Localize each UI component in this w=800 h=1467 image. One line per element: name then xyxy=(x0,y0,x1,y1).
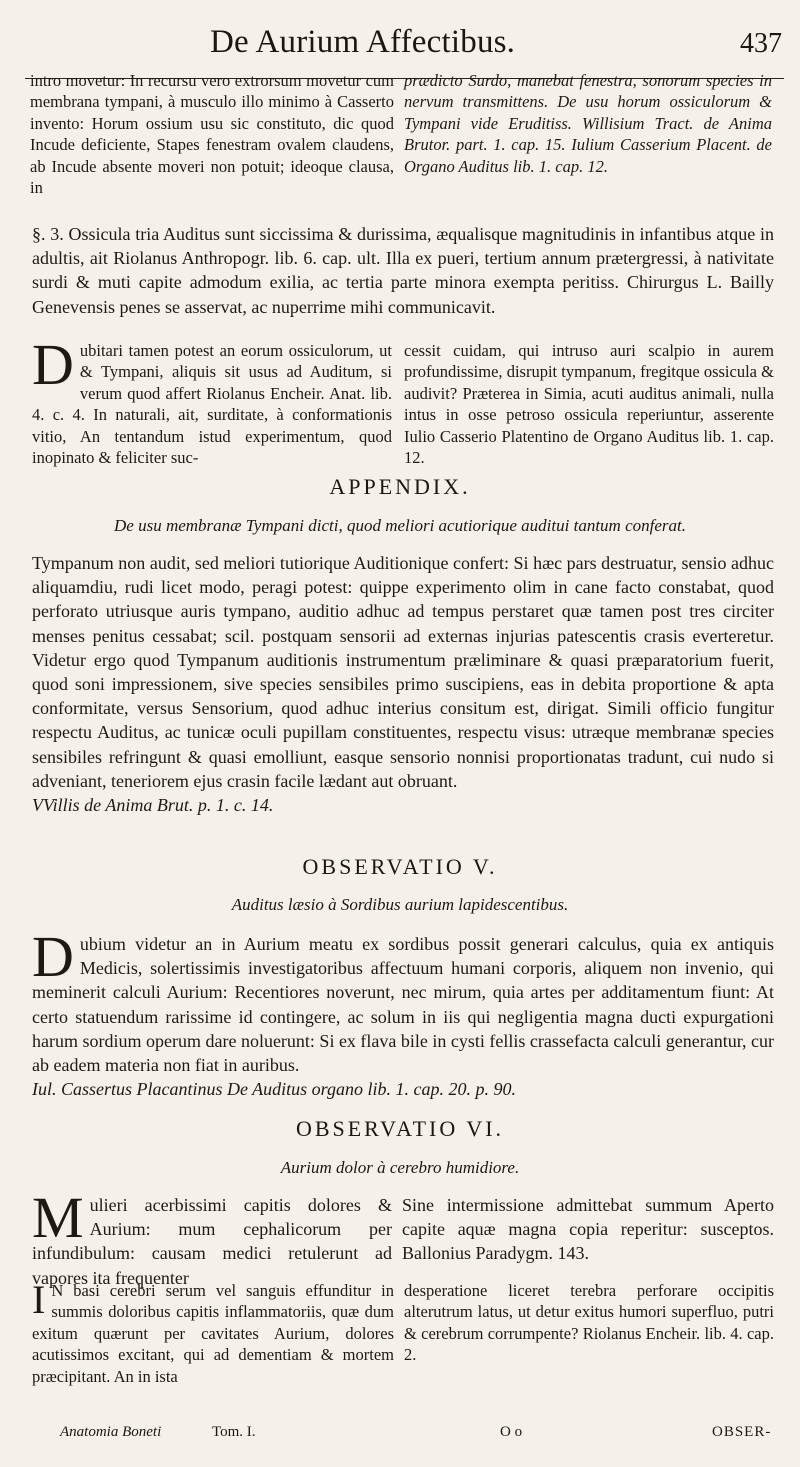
observatio-6-p2-right xyxy=(404,1280,774,1366)
footer-catchword: OBSER- xyxy=(712,1424,772,1440)
observatio-5-citation: Iul. Cassertus Placantinus De Auditus organo lib. 1. cap. 20. p. 90. xyxy=(32,1079,516,1100)
page-footer xyxy=(0,1424,800,1454)
appendix-text: Tympanum non audit, sed meliori tutiorique Auditionique confert: Si hæc pars destruatur, sensio adhuc aliquamdiu, rudi licet modo, peragi potest: quippe experimento olim in cane facto constabat, quod perforato utriusque auris tympano, auditio adhuc ad tempus perstaret quæ tamen post tres circiter menses penitus cessabat; scil. postquam sensorii ad externas injurias patescentis crasis everteretur. Videtur ergo quod Tympanum auditionis instrumentum præliminare & quasi præparatorium fuerit, quod soni impressionem, sive species sensibiles primo suscipiens, eas in debita proportione & apta conformitate, versus Sensorium, quod adhuc interius consitum est, dirigat. Simili officio fungitur respectu Auditus, ac tunicæ oculi pupillam constituentes, respectu visus: utræque membranæ species sensibiles refringunt & quasi emolliunt, easque sensorio nonnisi proportionatas tradunt, cui nudo si adveniant, teneriorem ejus crasin facile lædant aut obruant. xyxy=(32,553,774,791)
top-right-column xyxy=(404,70,772,177)
dropcap-d: D xyxy=(32,332,74,397)
appendix-heading: APPENDIX. xyxy=(329,474,471,499)
section-3-paragraph xyxy=(32,222,774,319)
page-header xyxy=(0,16,800,68)
appendix-subheading: De usu membranæ Tympani dicti, quod meliori acutiorique auditui tantum conferat. xyxy=(114,516,686,535)
top-left-column xyxy=(30,70,394,198)
running-title: De Aurium Affectibus. xyxy=(210,24,516,60)
footer-volume: Tom. I. xyxy=(212,1424,256,1440)
dubitari-right-column xyxy=(404,340,774,468)
dubitari-left-column xyxy=(32,332,392,468)
observatio-6-left-text: ulieri acerbissimi capitis dolores & Aurium: mum cephalicorum per infundibulum: causam medici retulerunt ad vapores ita frequenter xyxy=(32,1195,392,1288)
top-right-text: prædicto Surdo, manebat fenestra, sonorum species in nervum transmittens. De usu horum ossiculorum & Tympani vide Eruditiss. Willisium Tract. de Anima Brutor. part. 1. cap. 15. Iulium Casserium Placent. de Organo Auditus lib. 1. cap. 12. xyxy=(404,71,772,176)
observatio-5-body xyxy=(32,924,775,1101)
observatio-5-text: ubium videtur an in Aurium meatu ex sordibus possit generari calculus, quia ex antiquis Medicis, solertissimis investigatoribus affectuum humani corporis, aliquem non invenio, qui meminerit calculi Aurium: Recentiores noverunt, nec mirum, quia artes per additamentum fiunt: At certo statuendum rarissime id contingere, ac solum in iis qui negligentia magna ducti expurgationi harum sordium operum dare noluerunt: Si ex flava bile in cysti fellis crassefacta calculi generantur, cur ab eadem materia non fiat in auribus. xyxy=(32,934,775,1076)
appendix-citation: VVillis de Anima Brut. p. 1. c. 14. xyxy=(32,795,274,816)
observatio-5-heading: OBSERVATIO V. xyxy=(302,854,498,879)
appendix-body xyxy=(32,551,774,817)
observatio-6-heading: OBSERVATIO VI. xyxy=(295,1116,505,1141)
dropcap-m: M xyxy=(32,1185,84,1250)
observatio-6-right-text: Sine intermissione admittebat summum Aperto capite aquæ magna copia reperitur: susceptos. Ballonius Paradygm. 143. xyxy=(402,1195,774,1264)
top-left-text: intro movetur: In recursu vero extrorsum movetur cum membrana tympani, à musculo illo minimo à Casserto invento: Horum ossium usu sic constituto, dic quod Incude deficiente, Stapes fenestram ovalem claudens, ab Incude absente moveri non potuit; ideoque clausa, in xyxy=(30,71,394,198)
observatio-6-p2-left-text: N basi cerebri serum vel sanguis effunditur in summis doloribus capitis inflammatoriis, quæ dum exitum quærunt per cavitates Aurium, dolores acutissimos excitant, qui ad dementiam & mortem præcipitant. An in ista xyxy=(32,1281,394,1386)
footer-book-title: Anatomia Boneti xyxy=(60,1424,162,1440)
dropcap-d2: D xyxy=(32,924,74,989)
page-number: 437 xyxy=(740,28,782,59)
observatio-6-right xyxy=(402,1193,774,1266)
footer-signature: O o xyxy=(500,1424,523,1440)
dubitari-right-text: cessit cuidam, qui intruso auri scalpio in aurem profundissime, disrupit tympanum, fregitque ossicula & audivit? Præterea in Simia, acuti auditus animali, nulla intus in osse petroso ossicula reperiuntur, asserente Iulio Casserio Platentino de Organo Auditus lib. 1. cap. 12. xyxy=(404,341,774,468)
section-3-text: §. 3. Ossicula tria Auditus sunt siccissima & durissima, æqualisque magnitudinis in infantibus atque in adultis, ait Riolanus Anthropogr. lib. 6. cap. ult. Illa ex pueri, tertium annum prætergressi, à nativitate surdi & muti capite admodum exilia, ac tertia parte minora exempta peritiss. Chirurgus L. Bailly Genevensis penes se asservat, ac nuperrime mihi communicavit. xyxy=(32,224,774,317)
dubitari-left-text: ubitari tamen potest an eorum ossiculorum, ut & Tympani, aliquis sit usus ad Auditum, si verum quod affert Riolanus Encheir. Anat. lib. 4. c. 4. In naturali, ait, surditate, à conformationis vitio, An tentandum istud experimentum, quod inopinato & feliciter suc- xyxy=(32,341,392,468)
observatio-6-p2-right-text: desperatione liceret terebra perforare occipitis alterutrum latus, ut detur exitus humori superfluo, putri & cerebrum corrumpente? Riolanus Encheir. lib. 4. cap. 2. xyxy=(404,1281,774,1365)
observatio-6-left xyxy=(32,1185,392,1290)
observatio-6-subheading: Aurium dolor à cerebro humidiore. xyxy=(280,1158,520,1177)
dropcap-i: I xyxy=(32,1277,46,1322)
observatio-5-subheading: Auditus læsio à Sordibus aurium lapidescentibus. xyxy=(231,895,569,914)
observatio-6-p2-left xyxy=(32,1277,394,1387)
